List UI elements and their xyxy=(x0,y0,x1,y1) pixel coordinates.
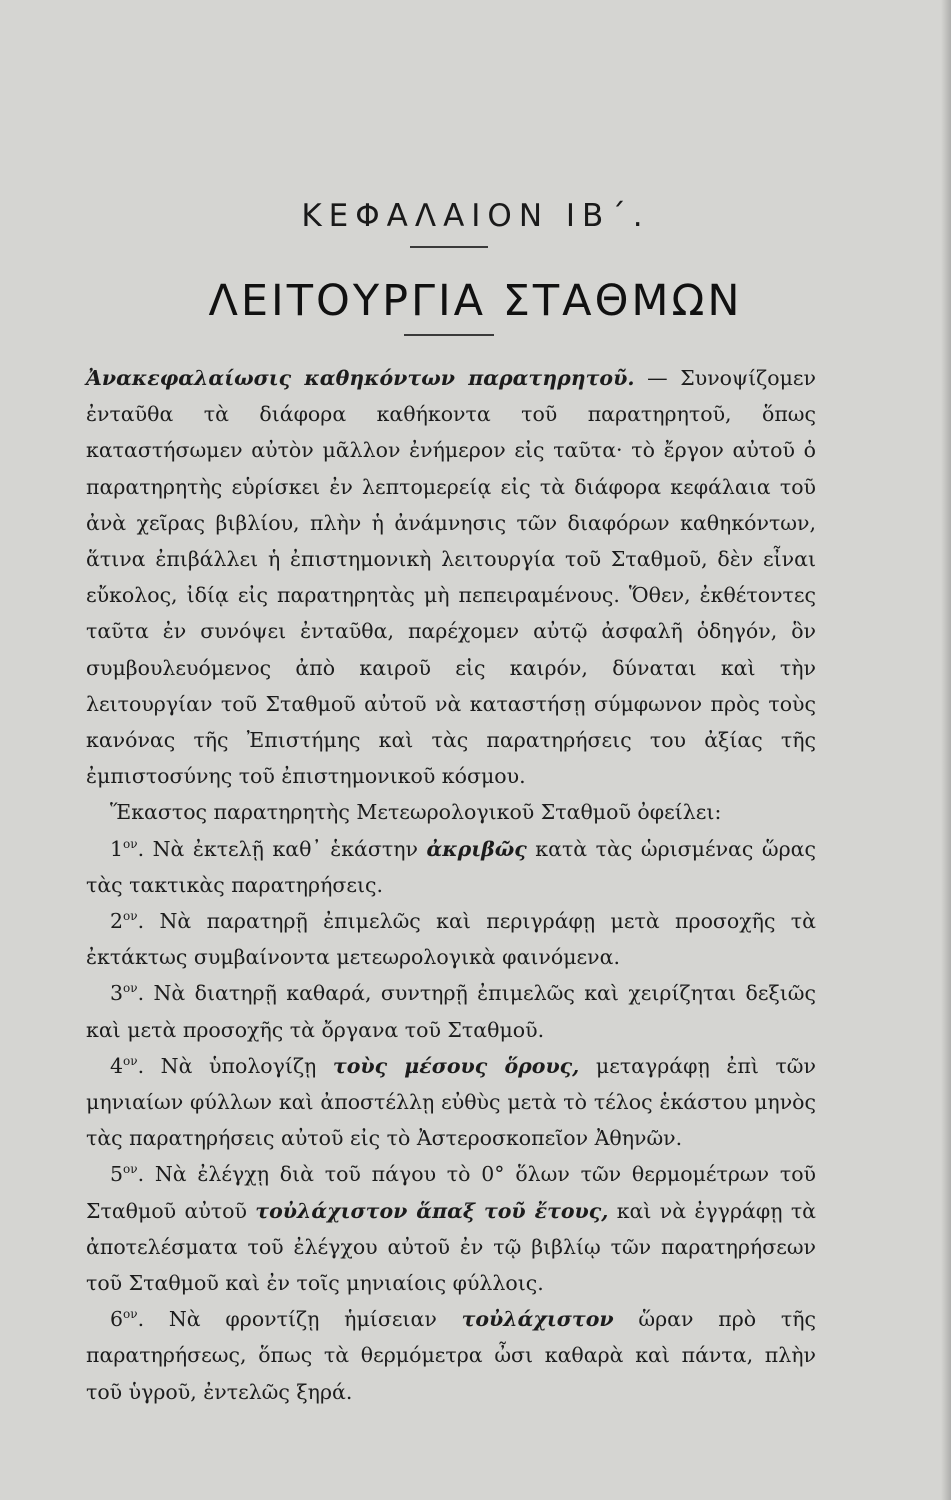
duty-number: 3 xyxy=(110,981,124,1006)
duty-emphasis: τοὐλάχιστον xyxy=(461,1307,614,1332)
duty-text: . Νὰ ἐκτελῇ καθ᾽ ἑκάστην xyxy=(137,836,427,861)
duty-text: . Νὰ φροντίζῃ ἡμίσειαν xyxy=(137,1307,462,1332)
duty-item-2 xyxy=(86,903,816,975)
ordinal-suffix: ον xyxy=(123,909,138,924)
duty-emphasis: ἀκριβῶς xyxy=(426,836,527,861)
duty-intro: Ἕκαστος παρατηρητὴς Μετεωρολογικοῦ Σταθμοῦ ὀφείλει: xyxy=(110,800,722,825)
ordinal-suffix: ον xyxy=(123,1054,138,1069)
divider-rule-top xyxy=(410,246,488,248)
duty-number: 1 xyxy=(110,836,124,861)
intro-paragraph xyxy=(86,360,816,794)
section-heading: Ἀνακεφαλαίωσις καθηκόντων παρατηρητοῦ. xyxy=(86,366,635,390)
chapter-label: ΚΕΦΑΛΑΙΟΝ ΙΒ΄. xyxy=(301,198,650,234)
heading-dash: — xyxy=(634,366,681,390)
duty-text: ὥραν πρὸ τῆς παρατηρήσεως, ὅπως τὰ θερμόμετρα ὦσι καθαρὰ καὶ πάντα, πλὴν τοῦ ὑγροῦ, ἐντελῶς ξηρά. xyxy=(86,1307,816,1404)
duty-text: καὶ νὰ ἐγγράφῃ τὰ ἀποτελέσματα τοῦ ἐλέγχου αὐτοῦ ἐν τῷ βιβλίῳ τῶν παρατηρήσεων τοῦ Σταθμοῦ καὶ ἐν τοῖς μηνιαίοις φύλλοις. xyxy=(86,1198,816,1296)
chapter-title: ΛΕΙΤΟΥΡΓΙΑ ΣΤΑΘΜΩΝ xyxy=(208,276,743,326)
duty-text: . Νὰ ἐλέγχῃ διὰ τοῦ πάγου τὸ 0° ὅλων τῶν θερμομέτρων τοῦ Σταθμοῦ αὐτοῦ xyxy=(86,1162,816,1223)
duty-item-4 xyxy=(86,1048,816,1157)
ordinal-suffix: ον xyxy=(123,981,138,996)
divider-rule-bottom xyxy=(404,334,494,336)
ordinal-suffix: ον xyxy=(123,1307,138,1322)
duty-emphasis: τοὺς μέσους ὅρους, xyxy=(332,1053,580,1078)
duty-item-5 xyxy=(86,1156,816,1301)
duty-number: 5 xyxy=(110,1162,124,1187)
ordinal-suffix: ον xyxy=(123,1162,138,1177)
duty-text: κατὰ τὰς ὡρισμένας ὥρας τὰς τακτικὰς παρατηρήσεις. xyxy=(86,836,816,897)
duty-item-6 xyxy=(86,1301,816,1410)
duty-text: μεταγράφῃ ἐπὶ τῶν μηνιαίων φύλλων καὶ ἀποστέλλῃ εὐθὺς μετὰ τὸ τέλος ἑκάστου μηνὸς τὰς παρατηρήσεις αὐτοῦ εἰς τὸ Ἀστεροσκοπεῖον Ἀθηνῶν. xyxy=(86,1053,816,1151)
duty-number: 4 xyxy=(110,1053,124,1078)
intro-text: Συνοψίζομεν ἐνταῦθα τὰ διάφορα καθήκοντα τοῦ παρατηρητοῦ, ὅπως καταστήσωμεν αὐτὸν μᾶλλον ἐνήμερον εἰς ταῦτα· τὸ ἔργον αὐτοῦ ὁ παρατηρητὴς εὑρίσκει ἐν λεπτομερείᾳ εἰς τὰ διάφορα κεφάλαια τοῦ ἀνὰ χεῖρας βιβλίου, πλὴν ἡ ἀνάμνησις τῶν διαφόρων καθηκόντων, ἅτινα ἐπιβάλλει ἡ ἐπιστημονικὴ λειτουργία τοῦ Σταθμοῦ, δὲν εἶναι εὔκολος, ἰδίᾳ εἰς παρατηρητὰς μὴ πεπειραμένους. Ὅθεν, ἐκθέτοντες ταῦτα ἐν συνόψει ἐνταῦθα, παρέχομεν αὐτῷ ἀσφαλῆ ὁδηγόν, ὃν συμβουλευόμενος ἀπὸ καιροῦ εἰς καιρόν, δύναται καὶ τὴν λειτουργίαν τοῦ Σταθμοῦ αὐτοῦ νὰ καταστήσῃ σύμφωνον πρὸς τοὺς κανόνας τῆς Ἐπιστήμης καὶ τὰς παρατηρήσεις του ἀξίας τῆς ἐμπιστοσύνης τοῦ ἐπιστημονικοῦ κόσμου. xyxy=(86,366,816,789)
ordinal-suffix: ον xyxy=(123,836,138,851)
duty-item-3 xyxy=(86,975,816,1047)
duty-emphasis: τοὐλάχιστον ἅπαξ τοῦ ἔτους, xyxy=(255,1198,609,1223)
duty-number: 6 xyxy=(110,1307,124,1332)
body-text xyxy=(86,360,816,1410)
duty-text: . Νὰ ὑπολογίζῃ xyxy=(137,1053,333,1078)
duty-text: . Νὰ διατηρῇ καθαρά, συντηρῇ ἐπιμελῶς καὶ χειρίζηται δεξιῶς καὶ μετὰ προσοχῆς τὰ ὄργανα τοῦ Σταθμοῦ. xyxy=(86,981,816,1042)
duty-text: . Νὰ παρατηρῇ ἐπιμελῶς καὶ περιγράφῃ μετὰ προσοχῆς τὰ ἐκτάκτως συμβαίνοντα μετεωρολογικὰ φαινόμενα. xyxy=(86,909,816,970)
duty-item-1 xyxy=(86,831,816,903)
duty-number: 2 xyxy=(110,909,124,934)
